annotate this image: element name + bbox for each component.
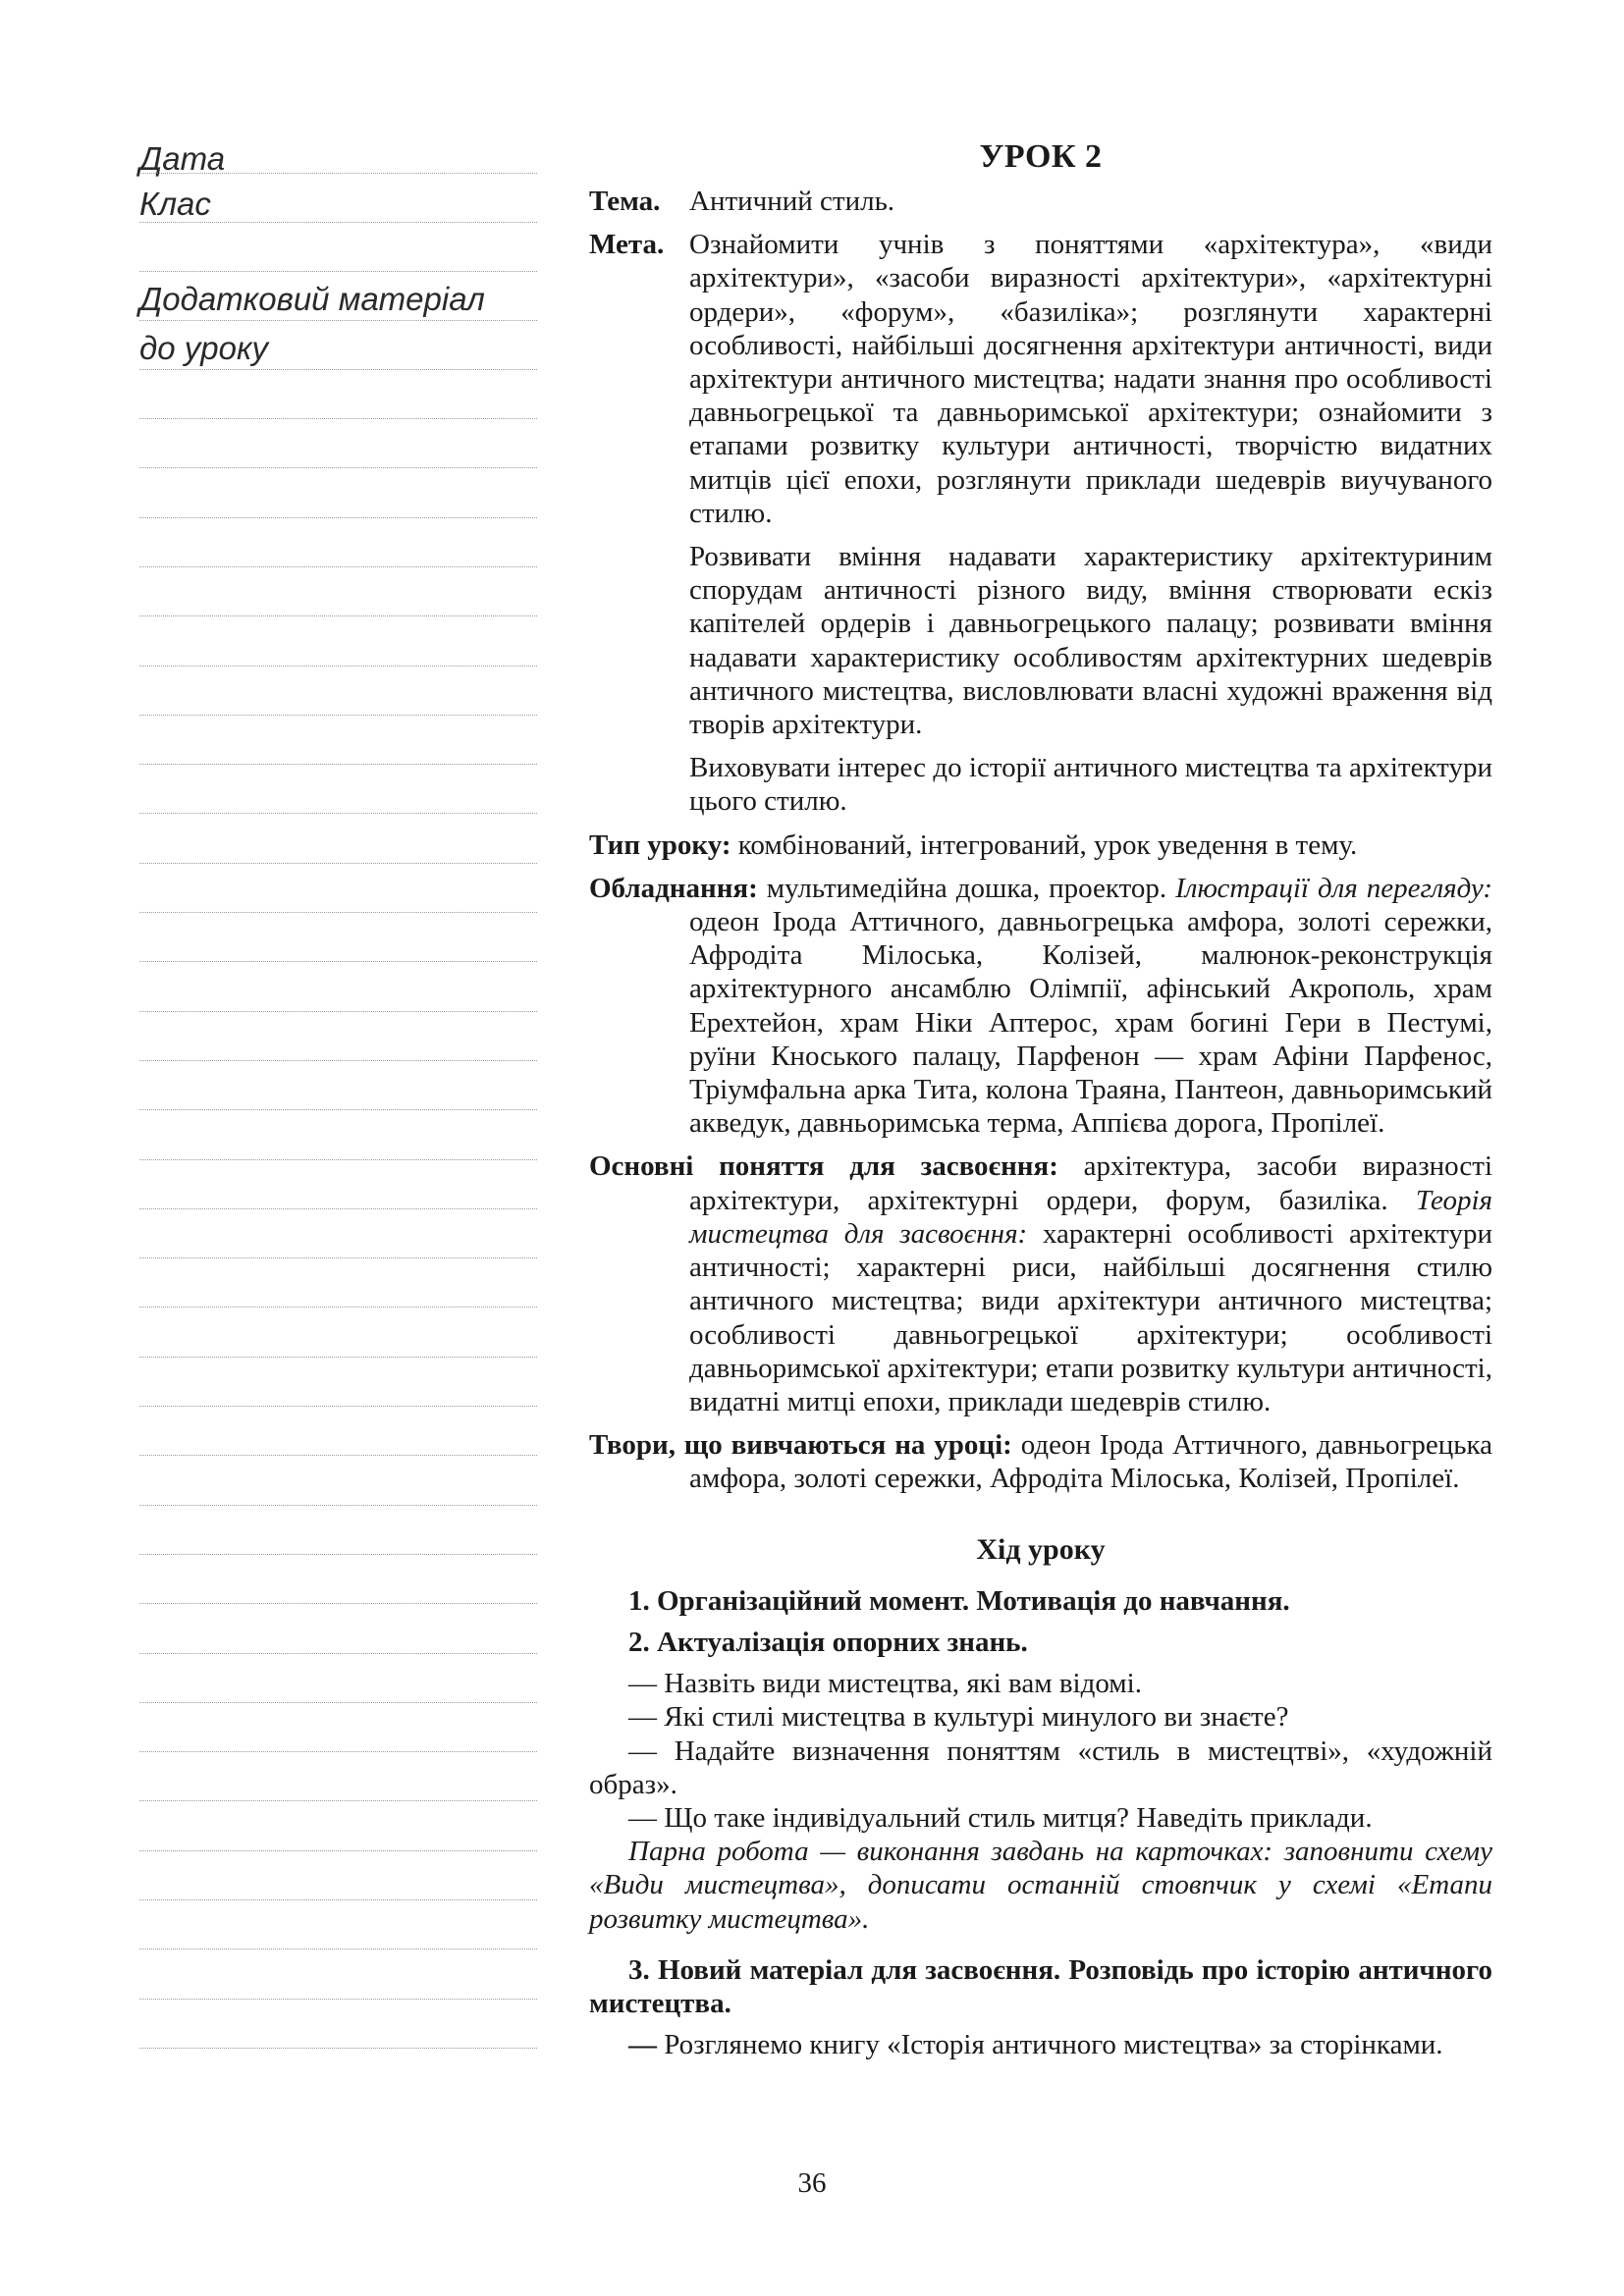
write-line[interactable] [139,467,537,468]
write-line[interactable] [139,1653,537,1654]
write-line[interactable] [139,1011,537,1012]
write-line[interactable] [139,1455,537,1456]
step-3-sentence: Розглянемо книгу «Історія античного мистецтва» за сторінками. [664,2029,1443,2061]
question-1: — Назвіть види мистецтва, які вам відомі. [628,1668,1142,1700]
write-line[interactable] [139,418,537,419]
write-line[interactable] [139,320,537,321]
lesson-title: УРОК 2 [979,138,1103,175]
lesson-plan [589,137,1492,2061]
step-3: 3. Новий матеріал для засвоєння. Розповідь про історію античного мистецтва. [589,1953,1492,2019]
dash: — [628,2029,657,2061]
write-line[interactable] [139,1109,537,1110]
lesson-type-label: Тип уроку: [589,828,731,861]
write-line[interactable] [139,1307,537,1308]
write-line[interactable] [139,2048,537,2049]
write-line[interactable] [139,863,537,864]
class-write-line[interactable] [139,222,537,223]
concepts-text: архітектура, засоби виразності архітектури, архітектурні ордери, форум, базиліка. [689,1150,1493,1216]
write-line[interactable] [139,666,537,667]
extra-material-label-2: до уроку [139,330,269,366]
write-line[interactable] [139,1800,537,1801]
theory-label: Теорія мистецтва для засвоєння: [689,1184,1492,1250]
goal-educate: Виховувати інтерес до історії античного мистецтва та архітектури цього стилю. [689,752,1492,818]
topic-row [589,185,1492,218]
write-line[interactable] [139,369,537,370]
write-line[interactable] [139,764,537,765]
write-line[interactable] [139,1505,537,1506]
question-2: — Які стилі мистецтва в культурі минулого ви знаєте? [628,1701,1289,1734]
page-number: 36 [797,2167,827,2199]
write-line[interactable] [139,715,537,716]
goal-develop: Розвивати вміння надавати характеристику архітектуриним спорудам античності різного виду, вміння створювати ескіз капітелей ордерів і давньогрецького палацу; розвивати вміння надавати характеристику особливостям архітектурних шедеврів античного мистецтва, висловлювати власні художні враження від творів архітектури. [689,541,1492,741]
concepts-row [589,1149,1492,1418]
class-label: Клас [139,186,211,222]
goal-row [589,228,1492,530]
write-line[interactable] [139,1702,537,1703]
works-label: Твори, що вивчаються на уроці: [589,1429,1012,1462]
write-line[interactable] [139,1554,537,1555]
write-line[interactable] [139,1899,537,1900]
write-line[interactable] [139,1999,537,2000]
illustrations-text: одеон Ірода Аттичного, давньогрецька амфора, золоті сережки, Афродіта Мілоська, Колізей, малюнок-реконструкція архітектурного ансамблю Олімпії, афінський Акрополь, храм Ерехтейон, храм Ніки Аптерос, храм богині Гери в Пестумі, руїни Кноського палацу, Парфенон — храм Афіни Парфенос, Тріумфальна арка Тита, колона Траяна, Пантеон, давньоримський акведук, давньоримська терма, Аппієва дорога, Пропілеї. [689,906,1492,1140]
goal-text: Ознайомити учнів з поняттями «архітектура», «види архітектури», «засоби виразності архітектури», «архітектурні ордери», «форум», «базиліка»; розглянути характерні особливості, найбільші досягнення архітектури античності, види архітектури античного мистецтва; надати знання про особливості давньогрецької та давньоримської архітектури; ознайомити з етапами розвитку культури античності, творчістю видатних митців цієї епохи, розглянути приклади шедеврів виучуваного стилю. [689,229,1492,529]
write-line[interactable] [139,1751,537,1752]
write-line[interactable] [139,1208,537,1209]
write-line[interactable] [139,1060,537,1061]
step-1: 1. Організаційний момент. Мотивація до навчання. [628,1584,1290,1617]
write-line[interactable] [139,813,537,814]
write-line[interactable] [139,912,537,913]
topic-label: Тема. [589,186,661,217]
write-line[interactable] [139,1603,537,1604]
date-write-line[interactable] [139,173,537,174]
extra-material-label: Додатковий матеріал [139,281,485,317]
illustrations-label: Ілюстрації для перегляду: [1175,872,1493,904]
step-3-text [589,2028,1492,2061]
works-row [589,1428,1492,1495]
write-line[interactable] [139,1159,537,1160]
write-line[interactable] [139,517,537,518]
question-3: — Надайте визначення поняттям «стиль в мистецтві», «художній образ». [589,1735,1492,1800]
goal-label: Мета. [589,229,665,261]
works-text: одеон Ірода Аттичного, давньогрецька амфора, золоті сережки, Афродіта Мілоська, Колізей, Пропілеї. [689,1429,1493,1495]
lesson-type-text: комбінований, інтегрований, урок уведення в тему. [737,828,1358,861]
question-4: — Що таке індивідуальний стиль митця? Наведіть приклади. [628,1801,1373,1834]
lesson-course-title: Хід уроку [976,1532,1106,1566]
equipment-label: Обладнання: [589,872,758,904]
write-line[interactable] [139,1850,537,1851]
write-line[interactable] [139,615,537,616]
write-line[interactable] [139,1406,537,1407]
write-line[interactable] [139,271,537,272]
step-2: 2. Актуалізація опорних знань. [628,1626,1028,1658]
topic-text: Античний стиль. [689,186,895,217]
write-line[interactable] [139,1257,537,1258]
write-line[interactable] [139,566,537,567]
write-line[interactable] [139,961,537,962]
concepts-label: Основні поняття для засвоєння: [589,1150,1058,1183]
theory-text: характерні особливості архітектури античності; характерні риси, найбільші досягнення стилю античного мистецтва; види архітектури античного мистецтва; особливості давньогрецької архітектури; особливості давньоримської архітектури; етапи розвитку культури античності, видатні митці епохи, приклади шедеврів стилю. [689,1217,1492,1417]
pair-work: Парна робота — виконання завдань на карточках: заповнити схему «Види мистецтва», дописати останній стовпчик у схемі «Етапи розвитку мистецтва». [589,1836,1492,1935]
equipment-row [589,872,1492,1141]
date-label: Дата [139,140,226,177]
lesson-type-row [589,828,1492,862]
write-line[interactable] [139,1357,537,1358]
equipment-text: мультимедійна дошка, проектор. [766,872,1167,904]
